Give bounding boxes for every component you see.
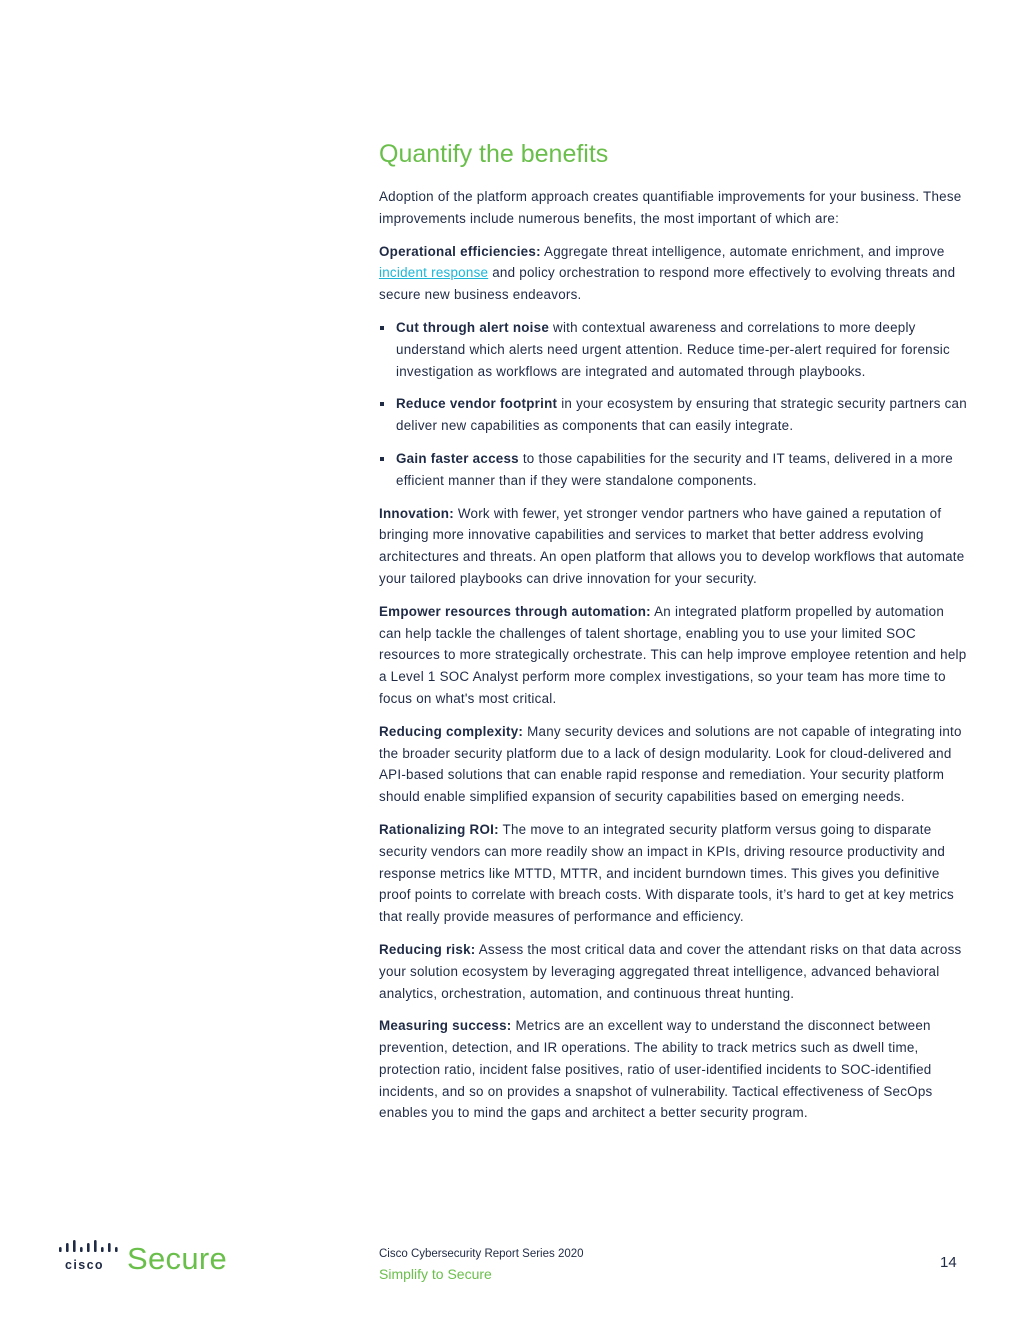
incident-response-link[interactable]: incident response: [379, 265, 489, 281]
paragraph-lead: Reducing complexity:: [379, 723, 524, 739]
main-content: [379, 138, 969, 1135]
benefits-list: [379, 317, 969, 492]
report-subtitle: Simplify to Secure: [379, 1266, 492, 1282]
paragraph-text: Many security devices and solutions are not capable of integrating into the broader security platform due to a lack of design modularity. Look for cloud-delivered and API-based solutions that can enable rapid response and remediation. Your security platform should enable simplified expansion of security capabilities based on emerging needs.: [379, 723, 962, 805]
bullet-icon: [380, 326, 384, 330]
paragraph-lead: Innovation:: [379, 505, 454, 521]
innovation-paragraph: [379, 503, 969, 590]
paragraph-text: An integrated platform propelled by automation can help tackle the challenges of talent shortage, enabling you to use your limited SOC resources to more strategically orchestrate. This can help improve employee retention and help a Level 1 SOC Analyst perform more complex investigations, so your team has more time to focus on what's most critical.: [379, 603, 967, 706]
bullet-icon: [380, 402, 384, 406]
paragraph-lead: Empower resources through automation:: [379, 603, 651, 619]
reducing-complexity-paragraph: [379, 721, 969, 808]
list-item: [379, 448, 969, 492]
rationalizing-roi-paragraph: [379, 819, 969, 928]
paragraph-text: Metrics are an excellent way to understand the disconnect between prevention, detection, and IR operations. The ability to track metrics such as dwell time, protection ratio, incident false positives, ratio of user-identified incidents to SOC-identified incidents, and so on provides a snapshot of vulnerability. Tactical effectiveness of SecOps enables you to mind the gaps and architect a better security program.: [379, 1018, 933, 1121]
cisco-bridge-icon: [58, 1240, 122, 1256]
reducing-risk-paragraph: [379, 939, 969, 1004]
report-series-label: Cisco Cybersecurity Report Series 2020: [379, 1248, 584, 1260]
empower-resources-paragraph: [379, 601, 969, 710]
intro-paragraph: Adoption of the platform approach creates quantifiable improvements for your business. These improvements include numerous benefits, the most important of which are:: [379, 189, 962, 226]
paragraph-lead: Rationalizing ROI:: [379, 821, 499, 837]
paragraph-text: and policy orchestration to respond more effectively to evolving threats and secure new business endeavors.: [379, 265, 956, 303]
secure-wordmark: Secure: [127, 1241, 228, 1276]
list-item-text: in your ecosystem by ensuring that strategic security partners can deliver new capabilities as components that can easily integrate.: [396, 396, 967, 434]
operational-efficiencies-paragraph: [379, 241, 969, 306]
list-item-lead: Gain faster access: [396, 450, 519, 466]
paragraph-text: Assess the most critical data and cover the attendant risks on that data across your solution ecosystem by leveraging aggregated threat intelligence, advanced behavioral analytics, orchestration, automation, and continuous threat hunting.: [379, 941, 962, 1001]
list-item: [379, 393, 969, 437]
footer: [379, 1247, 584, 1284]
cisco-wordmark: cisco: [65, 1258, 104, 1272]
measuring-success-paragraph: [379, 1015, 969, 1124]
cisco-secure-logo: [58, 1240, 238, 1280]
paragraph-text: The move to an integrated security platform versus going to disparate security vendors can more readily show an impact in KPIs, driving resource productivity and response metrics like MTTD, MTTR, and incident burndown times. This gives you definitive proof points to correlate with breach costs. With disparate tools, it’s hard to get at key metrics that really provide measures of performance and efficiency.: [379, 821, 955, 925]
list-item-lead: Reduce vendor footprint: [396, 396, 558, 412]
list-item-text: with contextual awareness and correlations to more deeply understand which alerts need urgent attention. Reduce time-per-alert required for forensic investigation as workflows are integrated and automated through playbooks.: [396, 319, 950, 379]
page-title: Quantify the benefits: [379, 140, 609, 168]
paragraph-text: Aggregate threat intelligence, automate enrichment, and improve: [540, 243, 945, 259]
paragraph-lead: Operational efficiencies:: [379, 243, 541, 259]
paragraph-text: Work with fewer, yet stronger vendor partners who have gained a reputation of bringing more innovative capabilities and services to market that better address evolving architectures and threats. An open platform that allows you to develop workflows that automate your tailored playbooks can drive innovation for your security.: [379, 505, 965, 586]
paragraph-lead: Measuring success:: [379, 1018, 512, 1034]
list-item-lead: Cut through alert noise: [396, 319, 550, 335]
list-item: [379, 317, 969, 382]
list-item-text: to those capabilities for the security and IT teams, delivered in a more efficient manner than if they were standalone components.: [396, 450, 953, 488]
page-number: 14: [940, 1254, 957, 1271]
bullet-icon: [380, 457, 384, 461]
paragraph-lead: Reducing risk:: [379, 941, 476, 957]
